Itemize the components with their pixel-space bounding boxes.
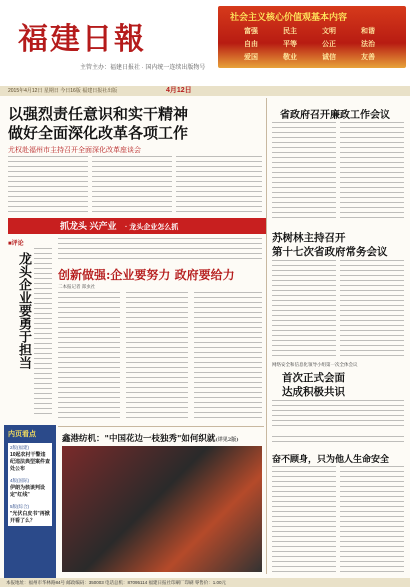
slogan: 和谐 [361, 28, 375, 35]
footer-text: 本报地址：福州市华林路84号 邮政编码：350003 电话总机：87095114 福建日报社印刷厂印刷 零售价：1.00元 [6, 580, 226, 585]
slogan: 法治 [361, 41, 375, 48]
slogan: 诚信 [322, 54, 336, 61]
commentary-title[interactable]: 龙头企业要勇于担当 [16, 252, 31, 369]
newspaper-logo[interactable]: 福建日報 [18, 22, 146, 57]
right-story4-body-col1 [272, 466, 336, 574]
lead-headline-line1: 以强烈责任意识和实干精神 [8, 105, 189, 123]
index-box [4, 425, 56, 580]
bottom-feature-label: 鑫港纺机： [62, 434, 105, 444]
lead-body-col2 [92, 156, 172, 214]
section-banner [8, 218, 266, 234]
masthead-subtitle: 主管主办：福建日报社 · 国内统一连续出版物号 [80, 65, 206, 71]
feature-byline: 二本报记者 郑虫社 [58, 284, 96, 289]
slogan: 民主 [283, 28, 297, 35]
lead-subhead: 尤权赴福州市主持召开全面深化改革座谈会 [8, 147, 141, 154]
index-item[interactable]: 伊朗为核谈判设定"红线" [10, 485, 46, 498]
right-story3-headline-2: 达成积极共识 [282, 386, 345, 398]
date-badge: 4月12日 [166, 87, 192, 94]
issue-meta: 2015年4月12日 星期日 今日16版 福建日报社出版 [8, 88, 118, 94]
slogan: 自由 [244, 41, 258, 48]
index-page: 5版(综合) [10, 504, 29, 509]
feature-intro [58, 238, 262, 260]
slogan: 文明 [322, 28, 336, 35]
commentary-tag: ■评论 [8, 241, 24, 247]
lead-body-col1 [8, 156, 88, 214]
feature-body-col1 [58, 292, 120, 422]
feature-body-col3 [194, 292, 262, 422]
slogan: 富强 [244, 28, 258, 35]
right-story1-body-col2 [340, 122, 404, 222]
right-story1-body-col1 [272, 122, 336, 222]
opera-performance-photo[interactable] [62, 446, 262, 572]
slogan: 平等 [283, 41, 297, 48]
right-story1-headline[interactable]: 省政府召开廉政工作会议 [280, 110, 390, 121]
bottom-feature-pageref: (详见2版) [215, 437, 239, 443]
banner-slogans [244, 26, 400, 62]
right-story3-body [272, 400, 404, 430]
section-banner-title: 抓龙头 兴产业 [60, 221, 117, 231]
index-page: 4版(国际) [10, 478, 29, 483]
slogan: 友善 [361, 54, 375, 61]
slogan: 公正 [322, 41, 336, 48]
slogan: 爱国 [244, 54, 258, 61]
banner-title: 社会主义核心价值观基本内容 [230, 12, 348, 22]
section-banner-subtitle: · 龙头企业怎么抓 [125, 224, 179, 231]
slogan: 敬业 [283, 54, 297, 61]
feature-headline[interactable]: 创新做强:企业要努力 政府要给力 [58, 268, 235, 282]
commentary-body [34, 248, 52, 418]
right-story2-body-col1 [272, 260, 336, 360]
right-story4-headline[interactable]: 奋不顾身，只为他人生命安全 [272, 455, 390, 465]
right-story4-body-col2 [340, 466, 404, 574]
footer [0, 578, 410, 587]
index-title: 内页看点 [8, 431, 36, 438]
lead-body-col3 [176, 156, 262, 214]
feature-body-col2 [126, 292, 188, 422]
right-story4-intro [272, 436, 404, 446]
right-story2-body-col2 [340, 260, 404, 360]
box-label: 网络安全和信息化领导小组第一次全体会议 [272, 362, 358, 367]
right-story2-headline-2: 第十七次省政府常务会议 [272, 246, 388, 258]
index-item[interactable]: 10起农村干警违纪违法典型案件查处公布 [10, 452, 51, 472]
divider [58, 426, 264, 427]
date-bar [0, 86, 410, 96]
bottom-feature-headline[interactable] [62, 432, 239, 444]
bottom-feature-title: "中国花边一枝独秀"如何织就 [104, 434, 216, 444]
index-page: 2版(福建) [10, 445, 29, 450]
right-story3-headline-1[interactable]: 首次正式会面 [282, 372, 345, 384]
column-divider [266, 98, 267, 574]
lead-headline-line2: 做好全面深化改革各项工作 [8, 124, 189, 142]
index-list [8, 443, 52, 526]
right-story2-headline-1[interactable]: 苏树林主持召开 [272, 232, 346, 244]
lead-headline[interactable] [8, 105, 260, 143]
index-item[interactable]: "光伏白皮书"再掀开看了么？ [10, 511, 50, 524]
